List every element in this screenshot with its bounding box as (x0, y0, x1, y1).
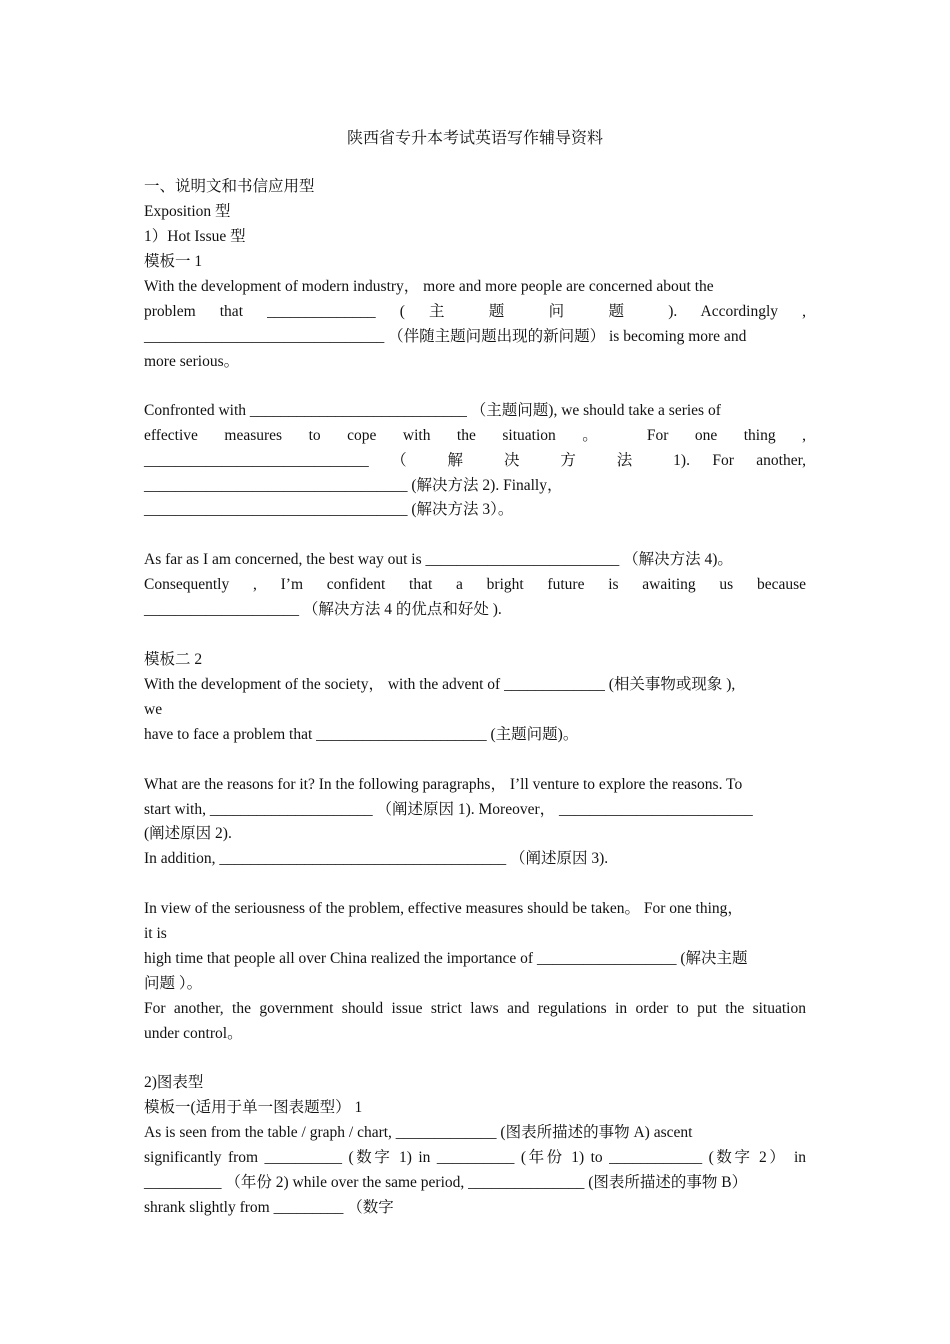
section-heading: 一、说明文和书信应用型 (144, 178, 315, 195)
text-line: __________________________________ (解决方法 2). Finally， (144, 477, 563, 494)
text-line: high time that people all over China realized the importance of __________________ (解决主题 (144, 950, 748, 967)
text-line: As is seen from the table / graph / chart, _____________ (图表所描述的事物 A) ascent (144, 1124, 693, 1141)
subsection-heading: 2)图表型 (144, 1074, 204, 1091)
text-line: With the development of the society， with the advent of _____________ (相关事物或现象 ), (144, 676, 736, 693)
text-line: What are the reasons for it? In the following paragraphs， I’ll venture to explore the reasons. To (144, 776, 743, 793)
text-line: Confronted with ____________________________ （主题问题), we should take a series of (144, 402, 721, 419)
template-heading: 模板一(适用于单一图表题型） 1 (144, 1099, 363, 1116)
text-line: __________________________________ (解决方法 3）。 (144, 501, 514, 518)
text-line: In addition, _____________________________________ （阐述原因 3). (144, 850, 609, 867)
text-line: As far as I am concerned, the best way out is _________________________ （解决方法 4)。 (144, 551, 733, 568)
text-line: __________ （年份 2) while over the same period, _______________ (图表所描述的事物 B） (144, 1174, 748, 1191)
text-line: With the development of modern industry， more and more people are concerned about the (144, 278, 714, 295)
text-line: _______________________________ （伴随主题问题出现的新问题） is becoming more and (144, 328, 747, 345)
text-line: it is (144, 925, 167, 942)
text-line: For another, the government should issue strict laws and regulations in order to put the situation (144, 1000, 806, 1017)
text-line: In view of the seriousness of the problem, effective measures should be taken。 For one thing， (144, 900, 743, 917)
text-line: we (144, 701, 163, 718)
text-line: ____________________ （解决方法 4 的优点和好处 ). (144, 601, 502, 618)
template-heading: 模板一 1 (144, 253, 203, 270)
document-title: 陕西省专升本考试英语写作辅导资料 (346, 130, 603, 147)
text-line: under control。 (144, 1025, 243, 1042)
template-heading: 模板二 2 (144, 651, 203, 668)
text-line: problem that ______________ ( 主 题 问 题 ). Accordingly , (144, 303, 806, 320)
subsection-heading: 1）Hot Issue 型 (144, 228, 246, 245)
text-line: have to face a problem that ______________________ (主题问题)。 (144, 726, 579, 743)
text-line: more serious。 (144, 353, 240, 370)
text-line: _____________________________ （ 解 决 方 法 1). For another, (144, 452, 806, 469)
text-line: effective measures to cope with the situation 。 For one thing , (144, 427, 806, 444)
text-line: start with, _____________________ （阐述原因 1). Moreover， _________________________ (144, 801, 753, 818)
text-line: shrank slightly from _________ （数字 (144, 1199, 394, 1216)
text-line: 问题 ）。 (144, 975, 203, 992)
text-line: Consequently , I’m confident that a bright future is awaiting us because (144, 576, 806, 593)
text-line: (阐述原因 2). (144, 825, 232, 842)
subsection-heading: Exposition 型 (144, 203, 231, 220)
text-line: significantly from __________ (数字 1) in __________ (年份 1) to ____________ (数字 2） in (144, 1149, 806, 1166)
